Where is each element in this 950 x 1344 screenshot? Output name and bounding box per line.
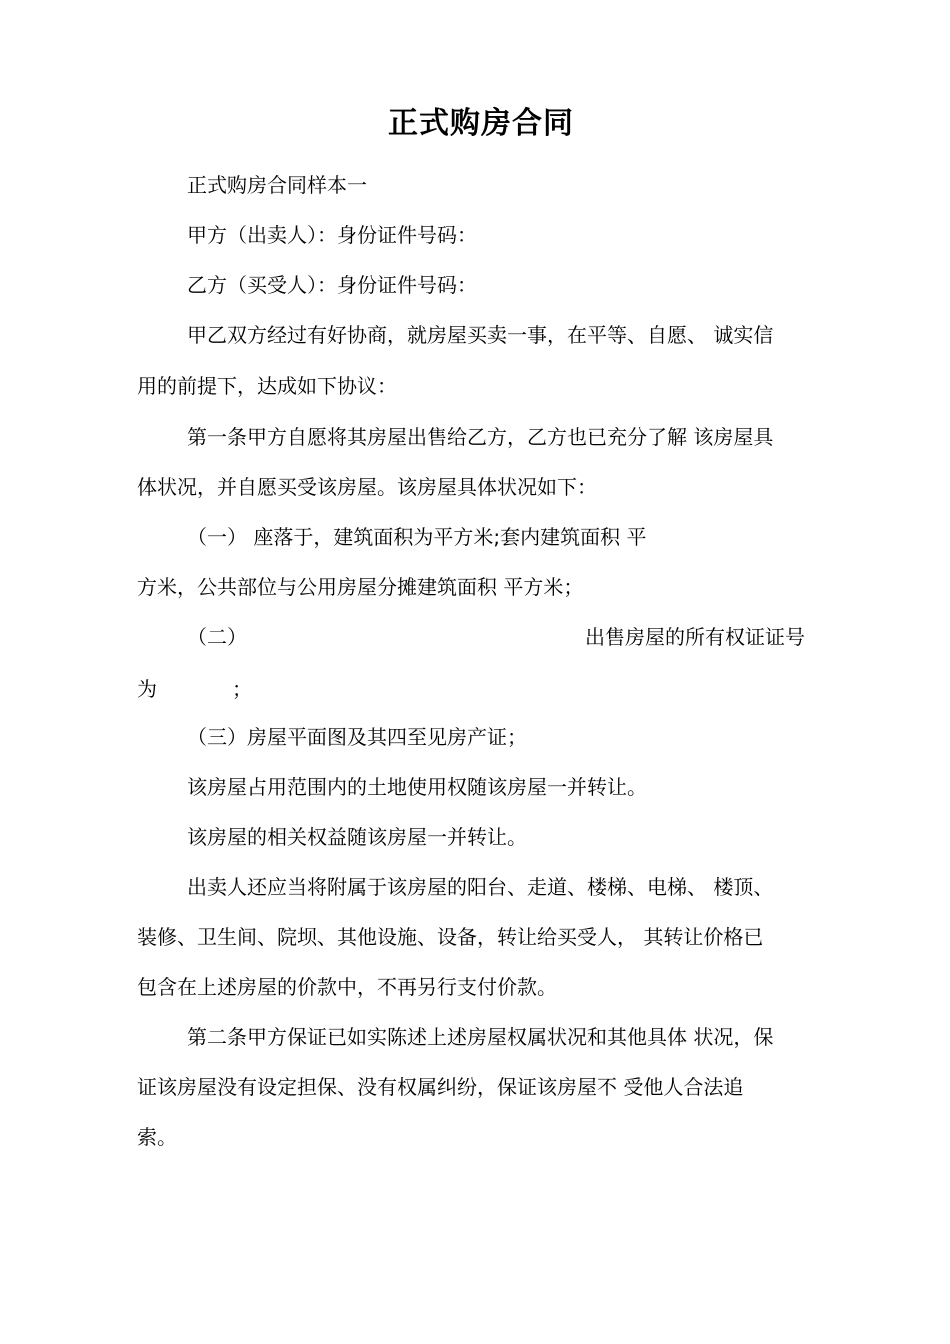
attachments-line-2: 装修、卫生间、院坝、其他设施、设备，转让给买受人， 其转让价格已 — [137, 925, 764, 949]
article-1-line-2: 体状况，并自愿买受该房屋。该房屋具体状况如下： — [137, 475, 597, 499]
item-1-line-1: （一） 座落于，建筑面积为平方米;套内建筑面积 平 — [187, 525, 647, 549]
article-1-line-1: 第一条甲方自愿将其房屋出售给乙方，乙方也已充分了解 该房屋具 — [187, 425, 774, 449]
sample-subtitle: 正式购房合同样本一 — [187, 173, 367, 197]
item-1-line-2: 方米，公共部位与公用房屋分摊建筑面积 平方米； — [137, 575, 584, 599]
attachments-line-3: 包含在上述房屋的价款中，不再另行支付价款。 — [137, 975, 557, 999]
preamble-line-2: 用的前提下，达成如下协议： — [137, 374, 397, 398]
item-2-text: 出售房屋的所有权证证号 — [585, 625, 805, 649]
attachments-line-1: 出卖人还应当将附属于该房屋的阳台、走道、楼梯、电梯、 楼顶、 — [187, 875, 774, 899]
article-2-line-3: 索。 — [137, 1125, 177, 1149]
item-2-semicolon: ； — [232, 677, 252, 701]
party-a-line: 甲方（出卖人）：身份证件号码： — [187, 223, 477, 247]
preamble-line-1: 甲乙双方经过有好协商，就房屋买卖一事，在平等、自愿、 诚实信 — [187, 323, 774, 347]
land-use-line: 该房屋占用范围内的土地使用权随该房屋一并转让。 — [187, 775, 647, 799]
related-rights-line: 该房屋的相关权益随该房屋一并转让。 — [187, 825, 527, 849]
item-2-continuation: 为 — [137, 677, 157, 701]
document-title: 正式购房合同 — [388, 106, 574, 141]
party-b-line: 乙方（买受人）：身份证件号码： — [187, 273, 477, 297]
article-2-line-2: 证该房屋没有设定担保、没有权属纠纷，保证该房屋不 受他人合法追 — [137, 1075, 744, 1099]
article-2-line-1: 第二条甲方保证已如实陈述上述房屋权属状况和其他具体 状况，保 — [187, 1025, 774, 1049]
item-3-line: （三）房屋平面图及其四至见房产证； — [187, 725, 527, 749]
item-2-label: （二） — [187, 625, 247, 649]
